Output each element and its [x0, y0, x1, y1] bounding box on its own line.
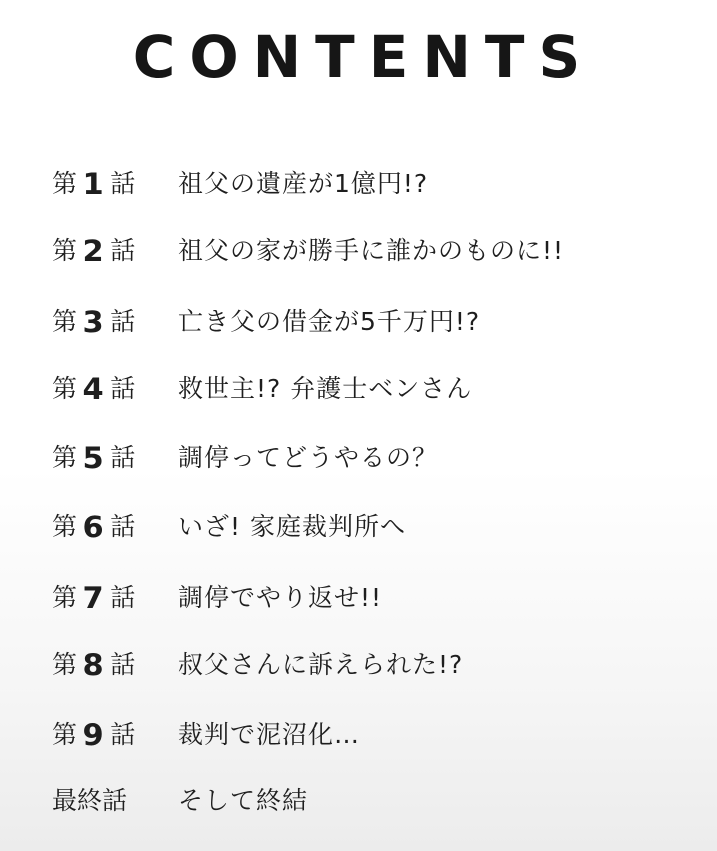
episode-label: [52, 574, 178, 622]
episode-label: [52, 434, 178, 482]
toc-entry-4[interactable]: [52, 365, 472, 413]
episode-title: そして終結: [178, 786, 309, 815]
episode-title: 叔父さんに訴えられた!?: [178, 650, 464, 679]
episode-label: [52, 711, 178, 759]
episode-prefix: 第: [52, 583, 78, 612]
episode-label: [52, 641, 178, 689]
episode-number: 3: [82, 305, 104, 339]
episode-number: 1: [82, 167, 104, 201]
episode-number: 9: [82, 718, 104, 752]
page-title: CONTENTS: [132, 23, 595, 91]
episode-suffix: 話: [110, 583, 136, 612]
episode-suffix: 話: [110, 512, 136, 541]
toc-entry-2[interactable]: [52, 227, 564, 275]
toc-entry-6[interactable]: [52, 503, 406, 551]
episode-number: 8: [82, 648, 104, 682]
episode-prefix: 第: [52, 512, 78, 541]
episode-title: 調停ってどうやるの？: [178, 443, 439, 472]
episode-prefix: 第: [52, 169, 78, 198]
episode-prefix: 第: [52, 307, 78, 336]
episode-number: 6: [82, 510, 104, 544]
toc-entry-7[interactable]: [52, 574, 382, 622]
episode-number: 7: [82, 581, 104, 615]
episode-prefix: 第: [52, 650, 78, 679]
episode-suffix: 話: [110, 443, 136, 472]
episode-title: 救世主!? 弁護士ベンさん: [178, 374, 473, 403]
final-episode-label: 最終話: [52, 786, 128, 815]
toc-entry-3[interactable]: [52, 298, 480, 346]
toc-entry-final[interactable]: [52, 777, 308, 825]
episode-suffix: 話: [110, 169, 136, 198]
episode-prefix: 第: [52, 443, 78, 472]
episode-label: [52, 227, 178, 275]
episode-title: いざ! 家庭裁判所へ: [178, 512, 406, 541]
toc-entry-8[interactable]: [52, 641, 463, 689]
toc-entry-1[interactable]: [52, 160, 428, 208]
episode-prefix: 第: [52, 720, 78, 749]
episode-label: [52, 298, 178, 346]
episode-prefix: 第: [52, 236, 78, 265]
episode-suffix: 話: [110, 720, 136, 749]
episode-prefix: 第: [52, 374, 78, 403]
episode-title: 裁判で泥沼化…: [178, 720, 361, 749]
episode-number: 5: [82, 441, 104, 475]
episode-label: [52, 503, 178, 551]
episode-suffix: 話: [110, 374, 136, 403]
episode-title: 祖父の家が勝手に誰かのものに!!: [178, 236, 565, 265]
episode-label: [52, 777, 178, 825]
episode-suffix: 話: [110, 236, 136, 265]
episode-number: 2: [82, 234, 104, 268]
episode-title: 祖父の遺産が1億円!?: [178, 169, 429, 198]
episode-suffix: 話: [110, 650, 136, 679]
episode-suffix: 話: [110, 307, 136, 336]
toc-entry-9[interactable]: [52, 711, 360, 759]
episode-title: 調停でやり返せ!!: [178, 583, 383, 612]
episode-label: [52, 365, 178, 413]
toc-entry-5[interactable]: [52, 434, 438, 482]
episode-title: 亡き父の借金が5千万円!?: [178, 307, 481, 336]
episode-number: 4: [82, 372, 104, 406]
episode-label: [52, 160, 178, 208]
